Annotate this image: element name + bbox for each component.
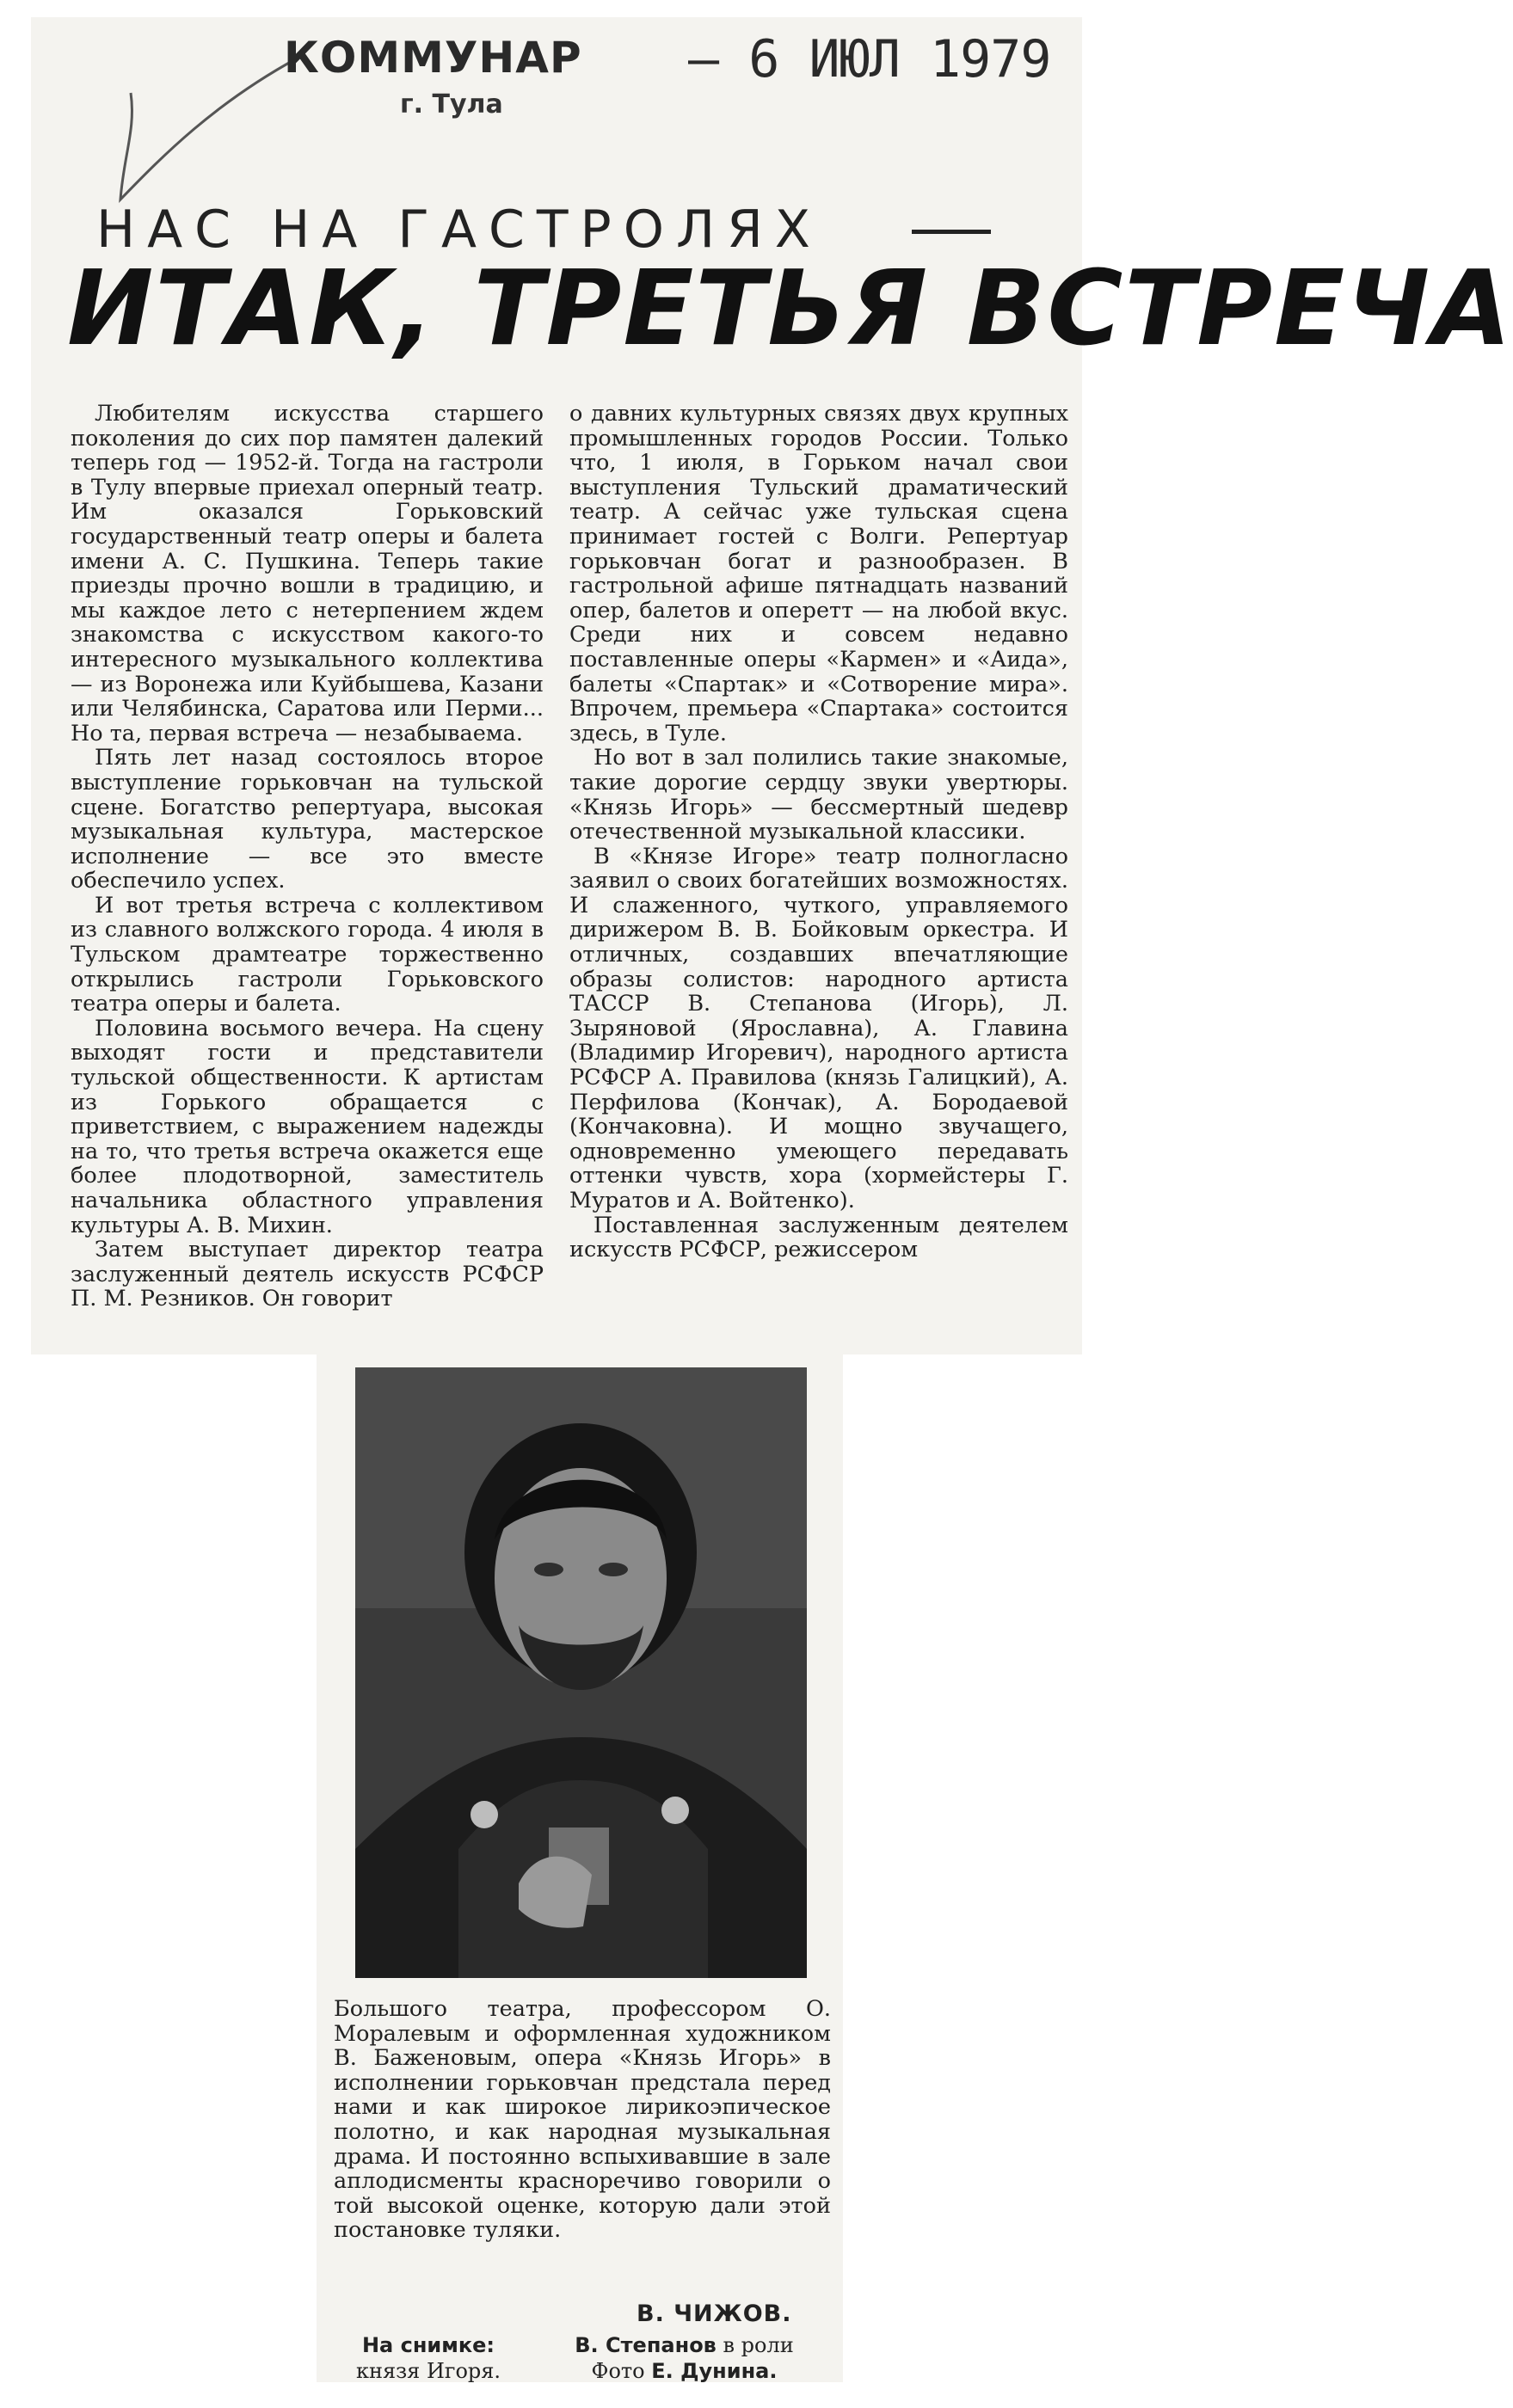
paragraph: Большого театра, профессором О. Моралевым и оформленная художником В. Баженовым, опера «Князь Игорь» в исполнении горьковчан предстала перед нами и как широкое лирикоэпическое полотно, и как народная музыкальная драма. И постоянно вспыхивавшие в зале аплодисменты красноречиво говорили о той высокой оценке, которую дали этой постановке туляки. <box>334 1996 831 2244</box>
caption-role: в роли <box>723 2333 794 2357</box>
paragraph: Поставленная заслуженным деятелем искусств РСФСР, режиссером <box>569 1212 1068 1263</box>
rubric-kicker: НАС НА ГАСТРОЛЯХ <box>96 200 822 260</box>
author-signature: В. ЧИЖОВ. <box>637 2300 792 2327</box>
kicker-dash <box>912 230 991 234</box>
pen-check-mark-icon <box>112 52 301 206</box>
paragraph: И вот третья встреча с коллективом из славного волжского города. 4 июля в Тульском драмтеатре торжественно открылись гастроли Горьковского театра оперы и балета. <box>71 892 544 1017</box>
caption-subject: князя Игоря. <box>355 2359 501 2383</box>
city-stamp: г. Тула <box>400 89 503 120</box>
photo-portrait-image <box>355 1367 807 1978</box>
caption-photographer: Е. Дунина. <box>651 2359 778 2383</box>
actor-photo <box>355 1367 807 1978</box>
paragraph: В «Князе Игоре» театр полногласно заявил о своих богатейших возможностях. И слаженного, чуткого, управляемого дирижером В. В. Бойковым оркестра. И отличных, создавших впечатляющие образы солистов: народного артиста ТАССР В. Степанова (Игорь), Л. Зыряновой (Ярославна), А. Главина (Владимир Игоревич), народного артиста РСФСР А. Правилова (князь Галицкий), А. Перфилова (Кончак), А. Бородаевой (Кончаковна). И мощно звучащего, одновременно умеющего передавать оттенки чувств, хора (хормейстеры Г. Муратов и А. Войтенко). <box>569 843 1068 1213</box>
caption-label: На снимке: <box>361 2333 495 2357</box>
date-stamp: – 6 ИЮЛ 1979 <box>688 29 1051 89</box>
paragraph: Затем выступает директор театра заслуженный деятель искусств РСФСР П. М. Резников. Он говорит <box>71 1237 544 1312</box>
caption-actor-name: В. Степанов <box>575 2333 717 2357</box>
paragraph: Пять лет назад состоялось второе выступление горьковчан на тульской сцене. Богатство репертуара, высокая музыкальная культура, мастерское исполнение — все это вместе обеспечило успех. <box>71 745 544 894</box>
paragraph: о давних культурных связях двух крупных промышленных городов России. Только что, 1 июля, в Горьком начал свои выступления Тульский драматический театр. А сейчас уже тульская сцена принимает гостей с Волги. Репертуар горьковчан богат и разнообразен. В гастрольной афише пятнадцать названий опер, балетов и оперетт — на любой вкус. Среди них и совсем недавно поставленные оперы «Кармен» и «Аида», балеты «Спартак» и «Сотворение мира». Впрочем, премьера «Спартака» состоится здесь, в Туле. <box>569 401 1068 746</box>
newspaper-name-stamp: КОММУНАР <box>284 33 582 83</box>
article-headline: ИТАК, ТРЕТЬЯ ВСТРЕЧА <box>67 249 1513 369</box>
paragraph: Половина восьмого вечера. На сцену выходят гости и представители тульской общественности. К артистам из Горького обращается с приветствием, с выражением надежды на то, что третья встреча окажется еще более плодотворной, заместитель начальника областного управления культуры А. В. Михин. <box>71 1015 544 1238</box>
caption-right <box>536 2332 833 2384</box>
paragraph: Но вот в зал полились такие знакомые, такие дорогие сердцу звуки увертюры. «Князь Игорь» — бессмертный шедевр отечественной музыкальной классики. <box>569 745 1068 845</box>
caption-left <box>329 2332 527 2384</box>
date-stamp-value: 6 ИЮЛ 1979 <box>748 29 1051 89</box>
article-column-left <box>71 402 544 1312</box>
caption-photo-label: Фото <box>591 2359 645 2383</box>
article-column-right <box>569 402 1068 1262</box>
paragraph: Любителям искусства старшего поколения до сих пор памятен далекий теперь год — 1952-й. Тогда на гастроли в Тулу впервые приехал оперный театр. Им оказался Горьковский государственный театр оперы и балета имени А. С. Пушкина. Теперь такие приезды прочно вошли в традицию, и мы каждое лето с нетерпением ждем знакомства с искусством какого-то интересного музыкального коллектива — из Воронежа или Куйбышева, Казани или Челябинска, Саратова или Перми... Но та, первая встреча — незабываема. <box>71 401 544 746</box>
article-column-bottom <box>334 1997 831 2243</box>
